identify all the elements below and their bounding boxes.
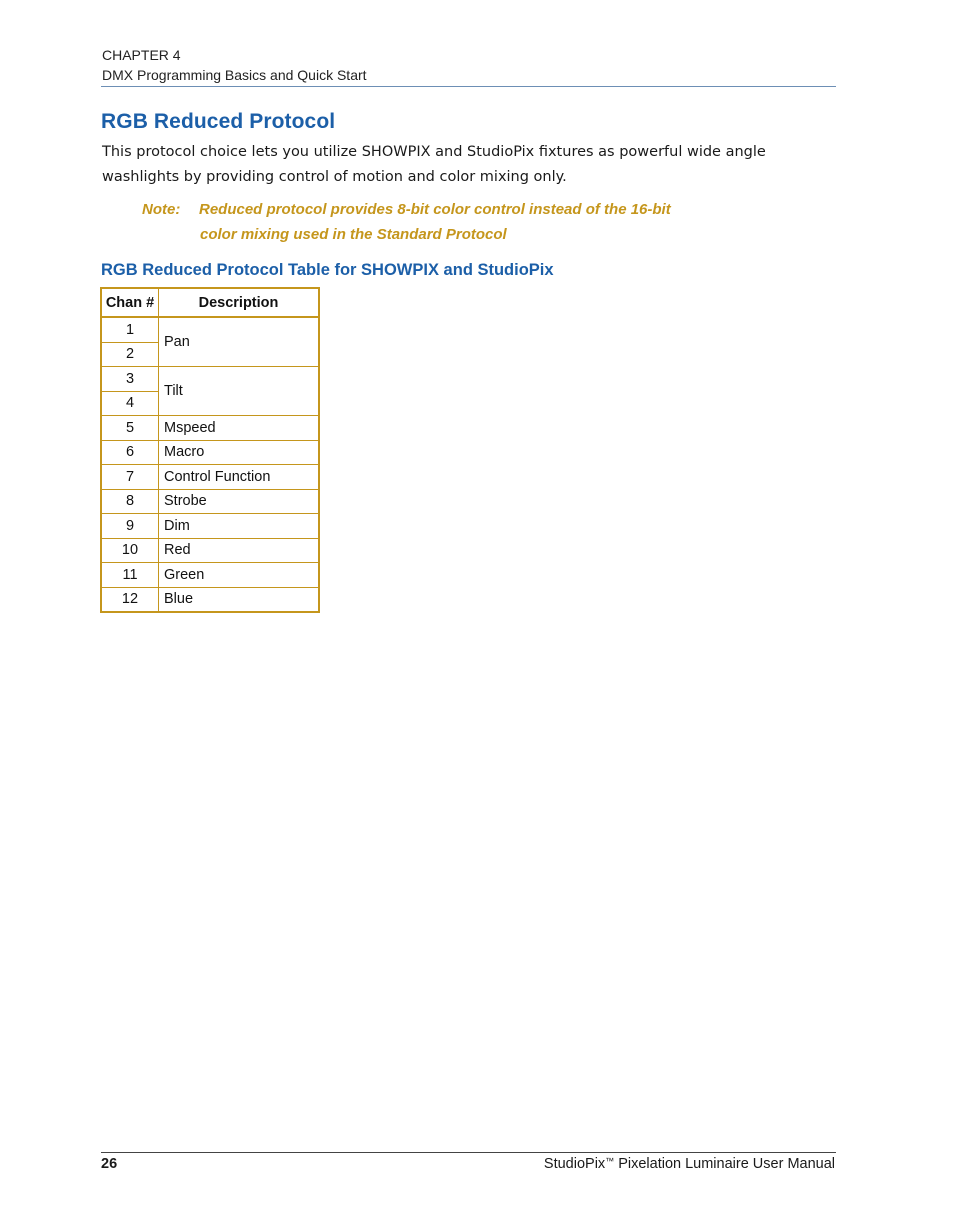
chan-cell: 9 — [101, 514, 159, 539]
chan-cell: 10 — [101, 538, 159, 563]
chapter-label: CHAPTER 4 — [102, 47, 181, 63]
table-row — [101, 317, 319, 342]
desc-cell: Tilt — [159, 367, 320, 416]
table-header-row — [101, 288, 319, 317]
desc-cell: Dim — [159, 514, 320, 539]
chan-cell: 1 — [101, 317, 159, 342]
header-divider — [101, 86, 836, 87]
table-row — [101, 465, 319, 490]
desc-cell: Red — [159, 538, 320, 563]
chan-cell: 7 — [101, 465, 159, 490]
table-row — [101, 563, 319, 588]
intro-paragraph-line-1: This protocol choice lets you utilize SHOWPIX and StudioPix fixtures as powerful wide angle — [102, 144, 766, 160]
chan-cell: 4 — [101, 391, 159, 416]
chan-cell: 6 — [101, 440, 159, 465]
table-row — [101, 416, 319, 441]
table-row — [101, 514, 319, 539]
table-row — [101, 538, 319, 563]
chan-cell: 5 — [101, 416, 159, 441]
column-header-description: Description — [159, 288, 320, 317]
table-row — [101, 367, 319, 392]
page-number: 26 — [101, 1156, 118, 1172]
desc-cell: Macro — [159, 440, 320, 465]
table-row — [101, 440, 319, 465]
column-header-chan: Chan # — [101, 288, 159, 317]
note-label: Note: — [142, 201, 181, 218]
chan-cell: 12 — [101, 587, 159, 612]
table-heading: RGB Reduced Protocol Table for SHOWPIX and StudioPix — [101, 261, 554, 279]
desc-cell: Green — [159, 563, 320, 588]
desc-cell: Mspeed — [159, 416, 320, 441]
page-title: RGB Reduced Protocol — [101, 110, 336, 133]
manual-title-rest: Pixelation Luminaire User Manual — [614, 1156, 835, 1172]
manual-title-product: StudioPix — [543, 1156, 606, 1172]
section-label: DMX Programming Basics and Quick Start — [102, 67, 367, 83]
footer-divider — [101, 1152, 836, 1153]
manual-title — [544, 1156, 835, 1172]
trademark-symbol: ™ — [605, 1156, 615, 1166]
table-row — [101, 587, 319, 612]
intro-paragraph-line-2: washlights by providing control of motion and color mixing only. — [102, 169, 567, 185]
note-line-1: Reduced protocol provides 8-bit color control instead of the 16-bit — [199, 201, 671, 218]
note-line-2: color mixing used in the Standard Protocol — [200, 226, 507, 243]
desc-cell: Blue — [159, 587, 320, 612]
chan-cell: 2 — [101, 342, 159, 367]
channel-table — [100, 287, 320, 613]
chan-cell: 8 — [101, 489, 159, 514]
desc-cell: Strobe — [159, 489, 320, 514]
chan-cell: 3 — [101, 367, 159, 392]
desc-cell: Pan — [159, 317, 320, 367]
desc-cell: Control Function — [159, 465, 320, 490]
chan-cell: 11 — [101, 563, 159, 588]
table-row — [101, 489, 319, 514]
